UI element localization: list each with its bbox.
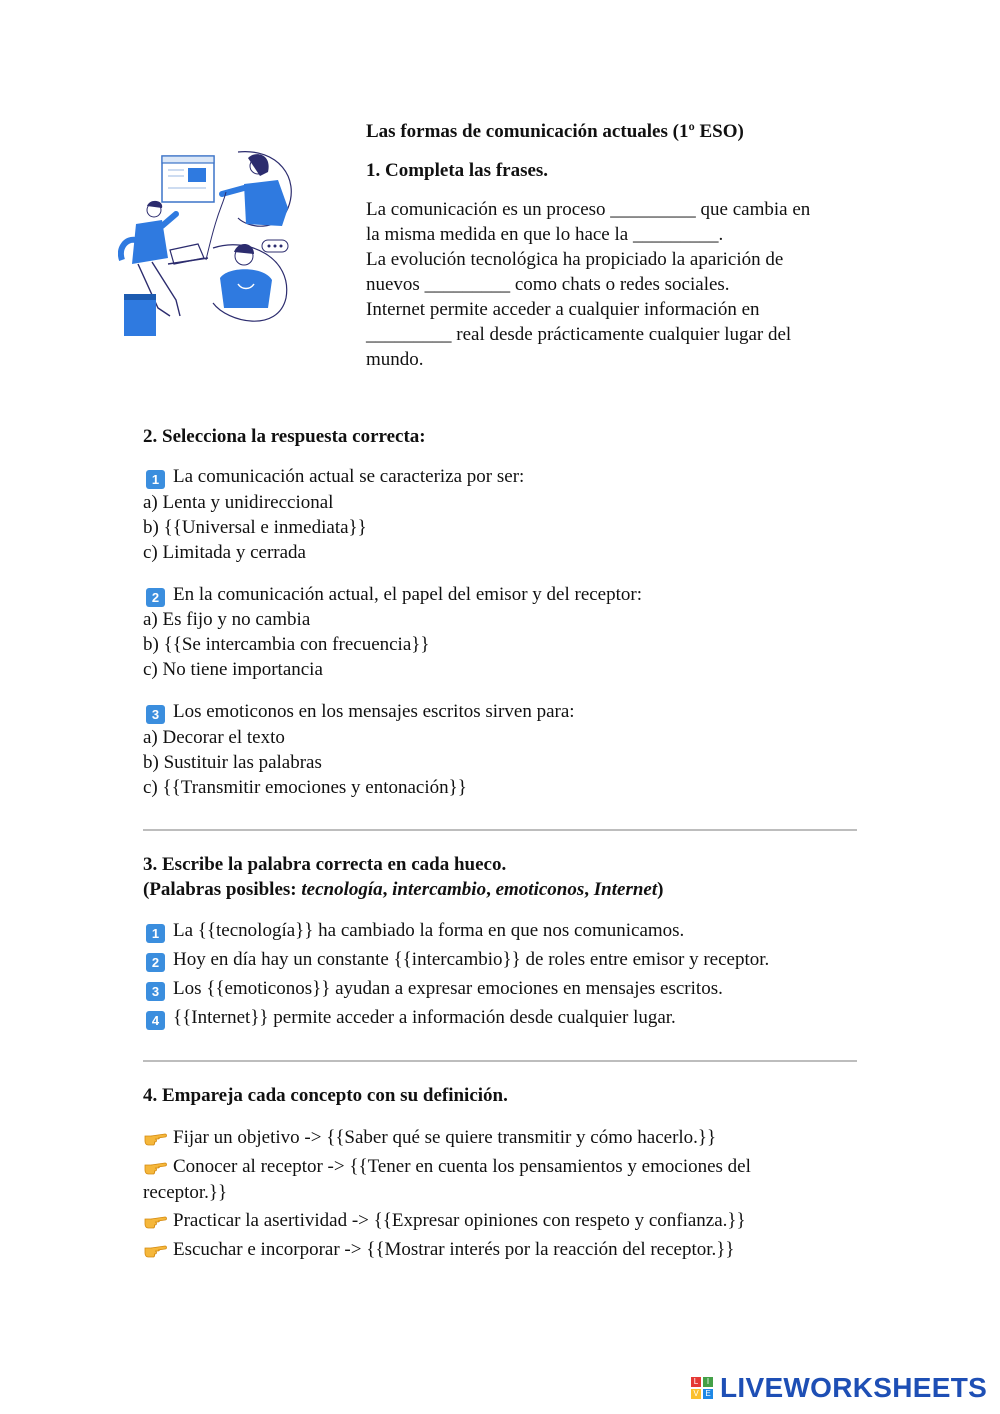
word-bank-separator: , [584,879,594,900]
logo-letter: E [703,1389,713,1399]
match-item-text: Fijar un objetivo -> {{Saber qué se quiere transmitir y cómo hacerlo.}} [173,1127,717,1148]
match-item [143,1154,751,1179]
section1-line: la misma medida en que lo hace la _________. [366,224,724,245]
fill-item [146,1005,676,1030]
logo-letter: I [703,1377,713,1387]
word-bank-suffix: ) [657,879,664,900]
section1-line: _________ real desde prácticamente cualquier lugar del [366,324,792,345]
word-bank-prefix: (Palabras posibles: [143,879,302,900]
word-bank-separator: , [486,879,496,900]
word-bank-separator: , [382,879,393,900]
option: a) Decorar el texto [143,727,285,748]
word-bank-word: Internet [593,879,658,900]
logo-mark-icon [690,1376,716,1400]
number-badge: 2 [146,588,165,607]
section2-heading: 2. Selecciona la respuesta correcta: [143,426,426,447]
question-1 [146,464,524,489]
pointing-hand-icon [143,1213,167,1229]
fill-item-text: Hoy en día hay un constante {{intercambio}} de roles entre emisor y receptor. [173,949,770,970]
section1-paragraph [366,197,810,372]
divider [143,829,857,831]
divider [143,1060,857,1062]
option: b) {{Universal e inmediata}} [143,517,367,538]
option: b) Sustituir las palabras [143,752,322,773]
match-item-text: Practicar la asertividad -> {{Expresar opiniones con respeto y confianza.}} [173,1210,746,1231]
logo-wordmark: LIVEWORKSHEETS [720,1372,988,1403]
number-badge: 3 [146,705,165,724]
pointing-hand-icon [143,1242,167,1258]
number-badge: 3 [146,982,165,1001]
option: a) Es fijo y no cambia [143,609,311,630]
worksheet-title: Las formas de comunicación actuales (1º ESO) [366,121,744,142]
question-3 [146,699,575,724]
section1-line: La evolución tecnológica ha propiciado la aparición de [366,249,784,270]
word-bank-word: tecnología [301,879,383,900]
logo-letter: V [691,1389,701,1399]
number-badge: 1 [146,470,165,489]
number-badge: 4 [146,1011,165,1030]
illustration [118,148,303,340]
option: b) {{Se intercambia con frecuencia}} [143,634,430,655]
option: c) No tiene importancia [143,659,323,680]
pointing-hand-icon [143,1130,167,1146]
number-badge: 1 [146,924,165,943]
fill-item-text: {{Internet}} permite acceder a información desde cualquier lugar. [173,1007,676,1028]
section1-line: La comunicación es un proceso _________ que cambia en [366,199,811,220]
option: c) Limitada y cerrada [143,542,306,563]
question-text: En la comunicación actual, el papel del emisor y del receptor: [173,584,642,605]
fill-item-text: La {{tecnología}} ha cambiado la forma en que nos comunicamos. [173,920,685,941]
fill-item-text: Los {{emoticonos}} ayudan a expresar emociones en mensajes escritos. [173,978,723,999]
communication-illustration [118,148,303,340]
match-item [143,1237,735,1262]
match-item [143,1208,746,1233]
liveworksheets-logo [690,1372,987,1404]
question-2 [146,582,642,607]
section1-line: mundo. [366,349,424,370]
word-bank-word: emoticonos [495,879,585,900]
option: a) Lenta y unidireccional [143,492,334,513]
section1-line: nuevos _________ como chats o redes sociales. [366,274,730,295]
match-item-text: Escuchar e incorporar -> {{Mostrar interés por la reacción del receptor.}} [173,1239,735,1260]
question-text: La comunicación actual se caracteriza por ser: [173,466,525,487]
section3-heading: 3. Escribe la palabra correcta en cada hueco. [143,854,507,875]
section1-heading: 1. Completa las frases. [366,160,549,181]
fill-item [146,947,769,972]
match-item-continuation: receptor.}} [143,1182,228,1203]
word-bank [143,877,663,902]
fill-item [146,976,723,1001]
match-item-text: Conocer al receptor -> {{Tener en cuenta los pensamientos y emociones del [173,1156,751,1177]
option: c) {{Transmitir emociones y entonación}} [143,777,467,798]
pointing-hand-icon [143,1159,167,1175]
fill-item [146,918,684,943]
word-bank-word: intercambio [392,879,487,900]
section1-line: Internet permite acceder a cualquier información en [366,299,760,320]
number-badge: 2 [146,953,165,972]
match-item [143,1125,716,1150]
question-text: Los emoticonos en los mensajes escritos sirven para: [173,701,575,722]
logo-letter: L [691,1377,701,1387]
section4-heading: 4. Empareja cada concepto con su definición. [143,1085,508,1106]
